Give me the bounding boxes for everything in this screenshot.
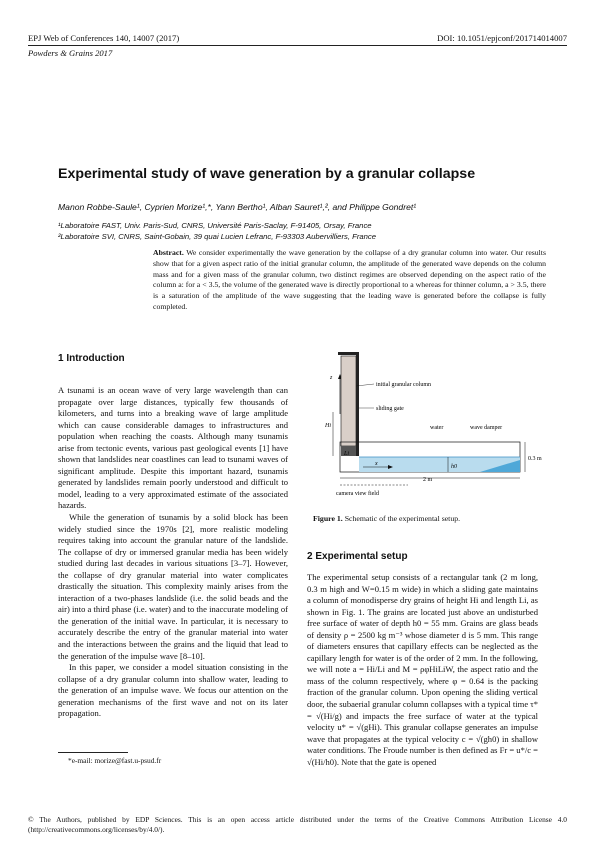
experimental-setup-body [307, 572, 538, 768]
hi-label: Hi [325, 423, 331, 429]
paragraph: The experimental setup consists of a rectangular tank (2 m long, 0.3 m high and W=0.15 m wide) in which a sliding gate maintains a column of monodisperse dry grains of height Hi and length Li, as shown in Fig. 1. The grains are located just above an undisturbed free surface of water of depth h0 = 55 mm. Grains are glass beads of density ρ = 2500 kg m⁻³ whose diameter d is 5 mm. This range of diameters ensures that capillary effects can be neglected as the capillary length for water is of the order of 2 mm. In the following, we will note a = Hi/Li and M = ρφHiLiW, the aspect ratio and the mass of the column respectively, where φ = 0.64 is the packing fraction of the granular column. Upon opening the sliding vertical door, the subaerial granular column collapses with a typical time τ* = √(Hi/g) and impacts the free surface of water at the typical velocity u* = √(gHi). This granular collapse generates an impulse wave that propagates at the typical velocity c = √(gh0) in shallow water conditions. The Froude number is then defined as Fr = u*/c = √(Hi/h0). Note that the gate is opened [307, 572, 538, 767]
conference-name: Powders & Grains 2017 [28, 48, 113, 58]
paragraph: A tsunami is an ocean wave of very large wavelength than can propagate over large distances, typically few thousands of kilometers, and turns into a breaking wave of large amplitude which can cause considerable damages to infrastructures and population when reaching the coasts. Although many tsunamis arise from tectonic events, various past geological events [1] have shown that landslides near coastlines can lead to tsunami waves of significant amplitude. Despite this important hazard, tsunamis generated by landslides remain poorly understood and difficult to model, leading to a very approximated estimate of the associated hazards. [58, 385, 288, 511]
header-rule [28, 45, 567, 46]
footnote-rule [58, 752, 128, 753]
tank-length-label: 2 m [423, 477, 433, 483]
paragraph: In this paper, we consider a model situation consisting in the collapse of a dry granular column into shallow water, leading to the generation of an impulse wave. We focus our attention on the generation mechanisms of the first wave and not on its later propagation. [58, 662, 288, 719]
paper-title: Experimental study of wave generation by a granular collapse [58, 166, 476, 182]
granular-column [341, 356, 356, 446]
figure-caption-label: Figure 1. [313, 514, 343, 523]
sliding-gate [356, 352, 359, 456]
gate-label: sliding gate [376, 406, 404, 412]
paragraph: While the generation of tsunamis by a solid block has been widely studied since the 1970s [2], more realistic modeling requires taking into account the granular nature of the landslide. The collapse of dry or immersed granular media has been widely studied during last decades in various situations [3–7]. However, the collapse of dry granular material into water complicates drastically the situation. This complexity mainly arises from the interaction of a two-phases landslide (i.e. the solid beads and the air) into a third phase (i.e. water) and to the inaccurate modeling of the generation of the initial wave. In particular, it is necessary to accurately describe the entry of the granular material into water and the interactions between the grains and the liquid that lead to the generation of the impulse wave [8–10]. [58, 512, 288, 661]
column-label: initial granular column [376, 382, 431, 388]
license-notice: © The Authors, published by EDP Sciences. This is an open access article distributed under the terms of the Creative Commons Attribution License 4.0 (http://creativecommons.org/licenses/by/4.0/). [28, 815, 567, 834]
tank-height-label: 0.3 m [528, 456, 542, 462]
gate-top [338, 352, 359, 355]
affiliation-1: ¹Laboratoire FAST, Univ. Paris-Sud, CNRS, Université Paris-Saclay, F-91405, Orsay, France [58, 221, 372, 230]
introduction-body [58, 385, 288, 720]
abstract-text: We consider experimentally the wave generation by the collapse of a dry granular column into water. Our results show that for a given aspect ratio of the initial granular column, the amplitude of the generated wave depends on the column mass and for a given mass of the granular column, two distinct regimes are observed depending on the aspect ratio of the column a: for a < 3.5, the volume of the generated wave is directly proportional to a whereas for thinner column, a > 3.5, there is a saturation of the amplitude of the wave suggesting that the leading wave is generated before the collapse is fully completed. [153, 248, 546, 311]
abstract-label: Abstract. [153, 248, 184, 257]
author-list: Manon Robbe-Saule¹, Cyprien Morize¹,*, Yann Bertho¹, Alban Sauret¹,², and Philippe Gondret¹ [58, 202, 417, 212]
x-label: x [375, 461, 378, 467]
h0-label: h0 [451, 464, 457, 470]
z-label: z [330, 375, 333, 381]
figure-caption-text: Schematic of the experimental setup. [344, 514, 461, 523]
li-label: Li [344, 451, 350, 457]
affiliation-2: ²Laboratoire SVI, CNRS, Saint-Gobain, 39 quai Lucien Lefranc, F-93303 Aubervilliers, France [58, 232, 377, 241]
abstract [153, 248, 546, 313]
water-label: water [430, 425, 444, 431]
camera-label: camera view field [336, 491, 379, 497]
damper-label: wave damper [470, 425, 503, 431]
setup-schematic [300, 352, 550, 502]
section-heading-introduction: 1 Introduction [58, 353, 125, 364]
section-heading-experimental-setup: 2 Experimental setup [307, 551, 408, 562]
figure-caption [313, 514, 460, 523]
footnote: *e-mail: morize@fast.u-psud.fr [68, 756, 162, 765]
doi: DOI: 10.1051/epjconf/201714014007 [437, 33, 567, 43]
journal-reference: EPJ Web of Conferences 140, 14007 (2017) [28, 33, 180, 43]
